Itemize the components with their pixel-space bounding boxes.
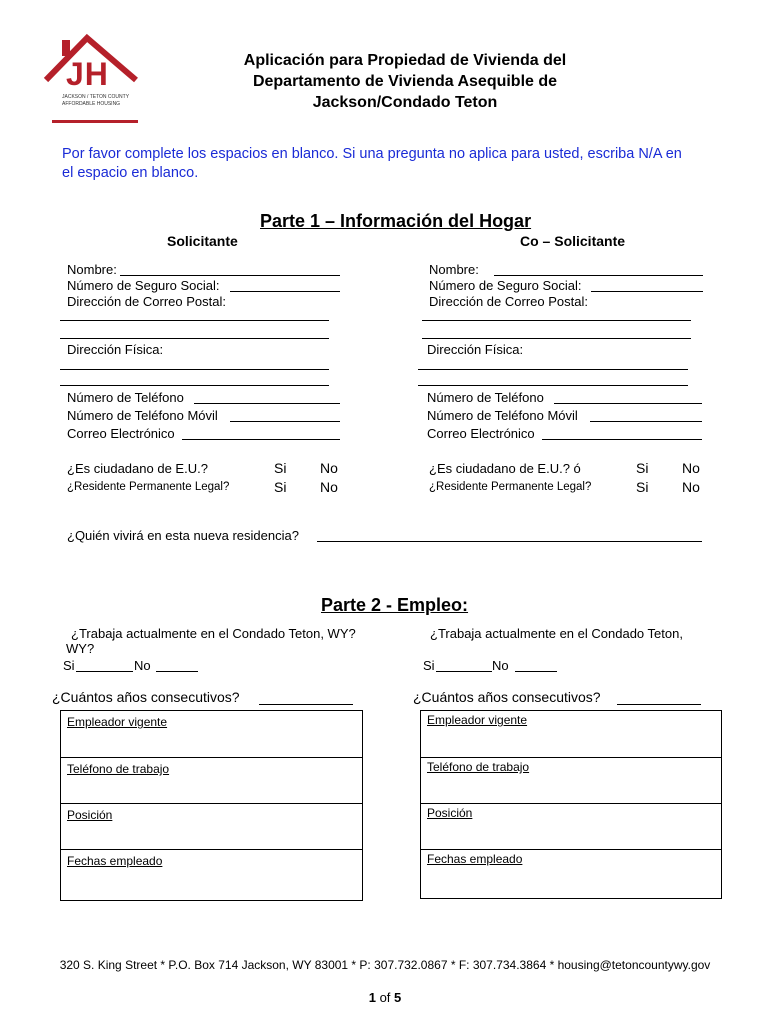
works-si-label: Si: [63, 658, 75, 673]
years-question: ¿Cuántos años consecutivos?: [52, 689, 240, 705]
page-of: of: [379, 990, 391, 1005]
dates-cell[interactable]: [61, 849, 362, 901]
work-phone-label: Teléfono de trabajo: [67, 762, 170, 776]
physical-label: Dirección Física:: [67, 342, 164, 357]
co-mobile-label: Número de Teléfono Móvil: [427, 408, 578, 423]
resident-yes[interactable]: Si: [274, 479, 287, 495]
who-lives-field[interactable]: [317, 541, 702, 542]
co-physical-label: Dirección Física:: [427, 342, 524, 357]
part2-title: Parte 2 - Empleo:: [321, 595, 469, 615]
co-email-label: Correo Electrónico: [427, 426, 535, 441]
part1-title: Parte 1 – Información del Hogar: [260, 211, 532, 231]
mobile-label: Número de Teléfono Móvil: [67, 408, 218, 423]
co-employment-table: [420, 710, 722, 899]
co-ssn-label: Número de Seguro Social:: [429, 278, 582, 293]
mailing-field[interactable]: [60, 320, 329, 321]
logo-subtitle: JACKSON / TETON COUNTY: [62, 94, 130, 100]
works-question-wrap: WY?: [66, 641, 95, 656]
co-dates-cell[interactable]: [421, 849, 721, 899]
co-name-field[interactable]: [494, 275, 703, 276]
resident-question: ¿Residente Permanente Legal?: [67, 481, 230, 493]
co-works-si-label: Si: [423, 658, 435, 673]
works-question: ¿Trabaja actualmente en el Condado Teton, WY?: [71, 626, 356, 641]
mobile-field[interactable]: [230, 421, 340, 422]
works-si-field[interactable]: [76, 671, 133, 672]
page-current: 1: [368, 990, 376, 1005]
co-physical-field-2[interactable]: [418, 385, 688, 386]
coapplicant-heading: Co – Solicitante: [520, 233, 626, 249]
co-position-label: Posición: [427, 806, 473, 820]
co-physical-field[interactable]: [418, 369, 688, 370]
co-mailing-field-2[interactable]: [422, 338, 691, 339]
citizen-question: ¿Es ciudadano de E.U.?: [67, 461, 208, 476]
co-resident-question: ¿Residente Permanente Legal?: [429, 481, 592, 493]
co-citizen-question: ¿Es ciudadano de E.U.? ó: [429, 461, 581, 476]
co-years-question: ¿Cuántos años consecutivos?: [413, 689, 601, 705]
works-no-label: No: [134, 658, 151, 673]
co-resident-no[interactable]: No: [682, 479, 700, 495]
dates-label: Fechas empleado: [67, 854, 163, 868]
ssn-label: Número de Seguro Social:: [67, 278, 220, 293]
co-resident-yes[interactable]: Si: [636, 479, 649, 495]
ssn-field[interactable]: [230, 291, 340, 292]
co-position-cell[interactable]: [421, 803, 721, 850]
footer-address: 320 S. King Street * P.O. Box 714 Jackson, WY 83001 * P: 307.732.0867 * F: 307.734.3864 * housing@tetoncountywy.gov: [59, 958, 711, 972]
physical-field-2[interactable]: [60, 385, 329, 386]
name-label: Nombre:: [67, 262, 117, 277]
co-works-si-field[interactable]: [436, 671, 492, 672]
applicant-heading: Solicitante: [167, 233, 238, 249]
page-total: 5: [394, 990, 402, 1005]
co-phone-label: Número de Teléfono: [427, 390, 544, 405]
co-years-field[interactable]: [617, 704, 701, 705]
position-cell[interactable]: [61, 803, 362, 850]
phone-label: Número de Teléfono: [67, 390, 184, 405]
co-ssn-field[interactable]: [591, 291, 703, 292]
co-phone-field[interactable]: [554, 403, 702, 404]
co-mailing-label: Dirección de Correo Postal:: [429, 294, 588, 309]
employer-cell[interactable]: [61, 711, 362, 757]
instructions: Por favor complete los espacios en blanco. Si una pregunta no aplica para usted, escriba N/A en el espacio en blanco.: [62, 146, 682, 181]
resident-no[interactable]: No: [320, 479, 338, 495]
years-field[interactable]: [259, 704, 353, 705]
page-title: Aplicación para Propiedad de Vivienda del Departamento de Vivienda Asequible de Jackson/Condado Teton: [243, 52, 567, 111]
co-email-field[interactable]: [542, 439, 702, 440]
co-citizen-yes[interactable]: Si: [636, 460, 649, 476]
employment-table: [60, 710, 363, 901]
name-field[interactable]: [120, 275, 340, 276]
employer-label: Empleador vigente: [67, 715, 168, 729]
who-lives-question: ¿Quién vivirá en esta nueva residencia?: [67, 528, 299, 543]
co-works-no-label: No: [492, 658, 509, 673]
citizen-no[interactable]: No: [320, 460, 338, 476]
co-dates-label: Fechas empleado: [427, 852, 523, 866]
co-work-phone-cell[interactable]: [421, 757, 721, 804]
co-work-phone-label: Teléfono de trabajo: [427, 760, 530, 774]
co-citizen-no[interactable]: No: [682, 460, 700, 476]
co-name-label: Nombre:: [429, 262, 479, 277]
co-employer-cell[interactable]: [421, 711, 721, 757]
co-mailing-field[interactable]: [422, 320, 691, 321]
phone-field[interactable]: [194, 403, 340, 404]
mailing-field-2[interactable]: [60, 338, 329, 339]
email-field[interactable]: [182, 439, 340, 440]
position-label: Posición: [67, 808, 113, 822]
physical-field[interactable]: [60, 369, 329, 370]
logo-initials: JH: [66, 56, 109, 92]
logo: [40, 30, 150, 125]
co-employer-label: Empleador vigente: [427, 713, 528, 727]
co-works-no-field[interactable]: [515, 671, 557, 672]
works-no-field[interactable]: [156, 671, 198, 672]
citizen-yes[interactable]: Si: [274, 460, 287, 476]
co-works-question: ¿Trabaja actualmente en el Condado Teton,: [430, 626, 683, 641]
logo-subtitle: AFFORDABLE HOUSING: [62, 101, 121, 107]
mailing-label: Dirección de Correo Postal:: [67, 294, 226, 309]
work-phone-cell[interactable]: [61, 757, 362, 804]
page-number: [0, 990, 770, 1005]
email-label: Correo Electrónico: [67, 426, 175, 441]
co-mobile-field[interactable]: [590, 421, 702, 422]
